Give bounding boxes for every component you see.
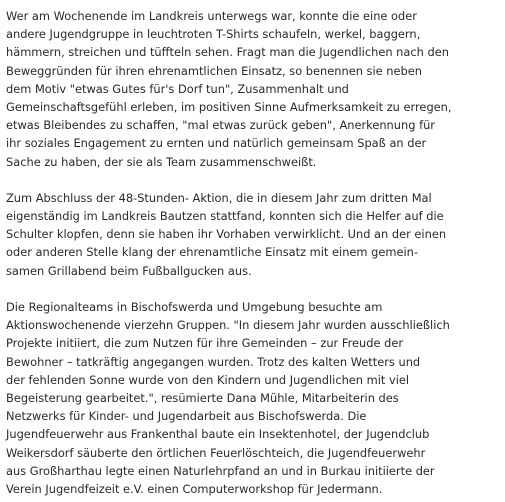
text-line: Die Regionalteams in Bischofswerda und Umgebung besuchte am	[6, 300, 383, 314]
paragraph	[6, 189, 501, 280]
paragraph-spacer	[6, 280, 501, 298]
text-line: Projekte initiiert, die zum Nutzen für ihre Gemeinden – zur Freude der	[6, 336, 404, 351]
text-line: etwas Bleibendes zu schaffen, "mal etwas zurück geben", Anerkennung für	[6, 118, 435, 133]
text-line: hämmern, streichen und tüffteln sehen. Fragt man die Jugendlichen nach den	[6, 45, 449, 60]
text-line: Beweggründen für ihren ehrenamtlichen Einsatz, so benennen sie neben	[6, 63, 422, 78]
text-line: Bewohner – tatkräftig angegangen wurden. Trotz des kalten Wetters und	[6, 354, 421, 369]
text-line: Netzwerks für Kinder- und Jugendarbeit aus Bischofswerda. Die	[6, 409, 367, 424]
text-line: Gemeinschaftsgefühl erleben, im positiven Sinne Aufmerksamkeit zu erregen,	[6, 99, 452, 114]
text-line: aus Großharthau legte einen Naturlehrpfand an und in Burkau initiierte der	[6, 463, 435, 478]
text-line: Jugendfeuerwehr aus Frankenthal baute ein Insektenhotel, der Jugendclub	[6, 427, 430, 442]
text-line: Schulter klopfen, denn sie haben ihr Vorhaben verwirklicht. Und an der einen	[6, 227, 447, 242]
text-line: samen Grillabend beim Fußballgucken aus.	[6, 263, 252, 278]
text-line: oder anderen Stelle klang der ehrenamtliche Einsatz mit einem gemein-	[6, 245, 418, 260]
text-line: ihr soziales Engagement zu ernten und natürlich gemeinsam Spaß an der	[6, 136, 427, 151]
text-line: Zum Abschluss der 48-Stunden- Aktion, die in diesem Jahr zum dritten Mal	[6, 190, 432, 205]
paragraph	[6, 7, 501, 171]
text-line: der fehlenden Sonne wurde von den Kindern und Jugendlichen mit viel	[6, 372, 410, 387]
text-line: Verein Jugendfeizeit e.V. einen Computerworkshop für Jedermann.	[6, 481, 383, 496]
text-line: Begeisterung gearbeitet.", resümierte Dana Mühle, Mitarbeiterin des	[6, 390, 399, 405]
text-line: dem Motiv "etwas Gutes für's Dorf tun", Zusammenhalt und	[6, 81, 349, 96]
text-line: Weikersdorf säuberte den örtlichen Feuerlöschteich, die Jugendfeuerwehr	[6, 445, 426, 460]
text-line: Wer am Wochenende im Landkreis unterwegs war, konnte die eine oder	[6, 9, 417, 23]
text-line: andere Jugendgruppe in leuchtroten T-Shirts schaufeln, werkel, baggern,	[6, 27, 421, 42]
text-line: Aktionswochenende vierzehn Gruppen. "In diesem Jahr wurden ausschließlich	[6, 318, 450, 333]
paragraph	[6, 298, 501, 498]
text-line: Sache zu haben, der sie als Team zusammenschweißt.	[6, 154, 317, 169]
text-line: eigenständig im Landkreis Bautzen stattfand, konnten sich die Helfer auf die	[6, 209, 444, 224]
paragraph-spacer	[6, 171, 501, 189]
